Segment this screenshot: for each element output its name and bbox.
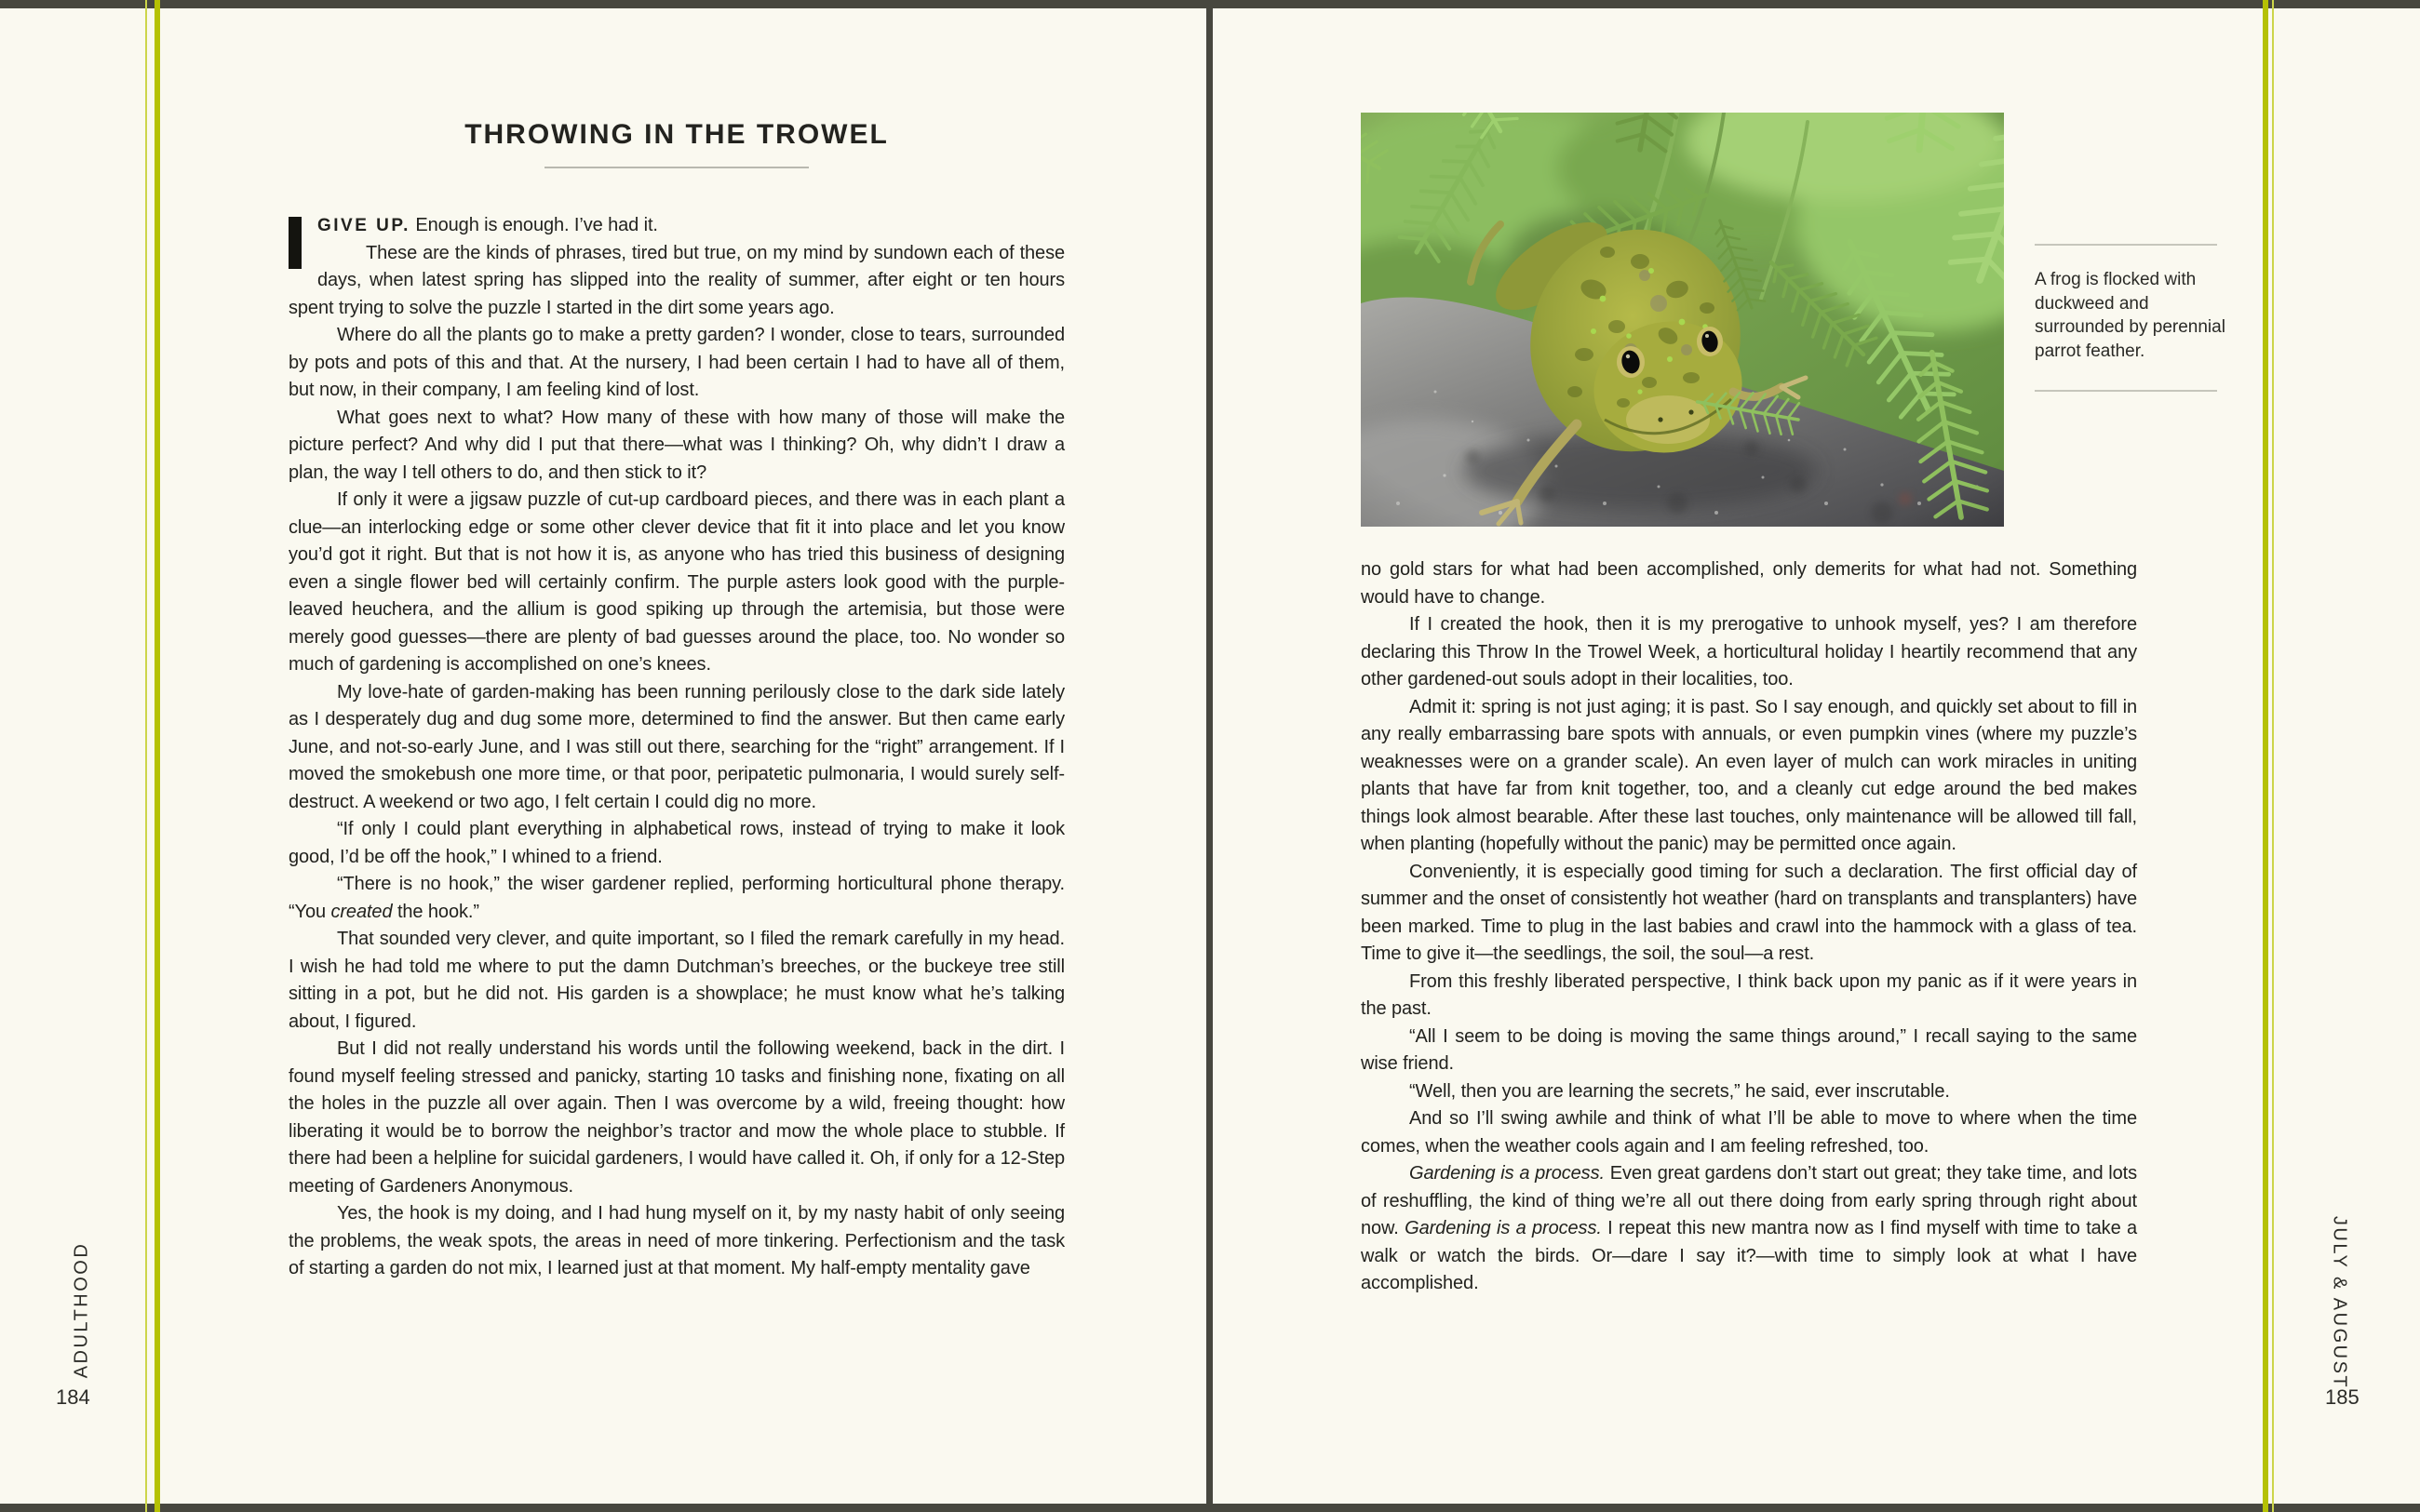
left-page-text-column <box>289 212 1065 1375</box>
right-accent-line-thin <box>2272 0 2274 1512</box>
section-label-right: JULY & AUGUST <box>2329 1215 2350 1390</box>
chapter-title: THROWING IN THE TROWEL <box>464 119 889 150</box>
photo-caption: A frog is flocked with duckweed and surrounded by perennial parrot feather. <box>2035 270 2225 361</box>
frog-photo <box>1361 113 2004 527</box>
paragraph: Gardening is a process. Even great gardens don’t start out great; they take time, and lots of reshuffling, the kind of thing we’re all out there doing from early spring through right about now. Gardening is a process. I repeat this new mantra now as I find myself with time to take a walk or watch the birds. Or—dare I say it?—with time to simply look at what I have accomplished. <box>1361 1163 2138 1293</box>
paragraph: “If only I could plant everything in alphabetical rows, instead of trying to make it look good, I’d be off the hook,” I whined to a friend. <box>289 819 1065 867</box>
paragraph: “All I seem to be doing is moving the same things around,” I recall saying to the same wise friend. <box>1361 1025 2137 1074</box>
left-accent-line-thick <box>155 0 160 1512</box>
paragraph: These are the kinds of phrases, tired but true, on my mind by sundown each of these days, when latest spring has slipped into the reality of summer, after eight or ten hours spent trying to solve the puzzle I started in the dirt some years ago. <box>289 242 1065 318</box>
page-number-left: 184 <box>56 1385 90 1409</box>
section-label-left: ADULTHOOD <box>71 1241 92 1379</box>
caption-rule-bottom <box>2035 390 2217 392</box>
paragraph: My love-hate of garden-making has been running perilously close to the dark side lately as I desperately dug and dug some more, determined to find the answer. But then came early June, and not-so-early June, and I was still out there, searching for the “right” arrangement. If I moved the smokebush one more time, or that poor, peripatetic pulmonaria, I would surely self-destruct. A weekend or two ago, I felt certain I could dig no more. <box>289 681 1065 812</box>
paragraph: no gold stars for what had been accomplished, only demerits for what had not. Something would have to change. <box>1361 559 2137 608</box>
dropcap-letter-i <box>289 217 302 269</box>
paragraph: That sounded very clever, and quite important, so I filed the remark carefully in my head. I wish he had told me where to put the damn Dutchman’s breeches, or the buckeye tree still sitting in a pot, but he did not. His garden is a showplace; he must know what he’s talking about, I figured. <box>289 929 1065 1032</box>
paragraph: Conveniently, it is especially good timing for such a declaration. The first official day of summer and the onset of consistently hot weather (hard on transplants and transplanters) have been marked. Time to plug in the last babies and crawl into the hammock with a glass of tea. Time to give it—the seedlings, the soil, the soul—a rest. <box>1361 861 2137 964</box>
lead-in-phrase: GIVE UP. <box>317 216 410 235</box>
caption-rule-top <box>2035 244 2217 246</box>
left-accent-line-thin <box>145 0 147 1512</box>
paragraph: And so I’ll swing awhile and think of what I’ll be able to move to where when the time comes, when the weather cools again and I am feeling refreshed, too. <box>1361 1108 2137 1157</box>
paragraph: “Well, then you are learning the secrets,” he said, ever inscrutable. <box>1409 1080 1950 1102</box>
paragraph: If I created the hook, then it is my prerogative to unhook myself, yes? I am therefore declaring this Throw In the Trowel Week, a horticultural holiday I heartily recommend that any other gardened-out souls adopt in their localities, too. <box>1361 614 2137 689</box>
paragraph: “There is no hook,” the wiser gardener replied, performing horticultural phone therapy. “You created the hook.” <box>289 874 1065 922</box>
paragraph: If only it were a jigsaw puzzle of cut-up cardboard pieces, and there was in each plant a clue—an interlocking edge or some other clever device that fit it into place and let you know you’d got it right. But that is not how it is, as anyone who has tried this business of designing even a single flower bed will certainly confirm. The purple asters look good with the purple-leaved heuchera, and the allium is good spiking up through the artemisia, but those were merely good guesses—there are plenty of bad guesses around the place, too. No wonder so much of gardening is accomplished on one’s knees. <box>289 489 1065 675</box>
opening-paragraph <box>289 212 1065 240</box>
page-gutter <box>1206 0 1213 1512</box>
paragraph: Admit it: spring is not just aging; it is past. So I say enough, and quickly set about to fill in any really embarrassing bare spots with annuals, or even pumpkin vines (where my puzzle’s weaknesses were on a grander scale). An even layer of mulch can work miracles in uniting plants that have far from knit together, too, and a cleanly cut edge around the bed makes things look almost bearable. After these last touches, only maintenance will be allowed till fall, when planting (hopefully without the panic) may be permitted once again. <box>1361 696 2137 854</box>
paragraph: Yes, the hook is my doing, and I had hung myself on it, by my nasty habit of only seeing the problems, the weak spots, the areas in need of more tinkering. Perfectionism and the task of starting a garden do not mix, I learned just at that moment. My half-empty mentality gave <box>289 1203 1065 1278</box>
paragraph: But I did not really understand his words until the following weekend, back in the dirt. I found myself feeling stressed and panicky, starting 10 tasks and finishing none, fixating on all the holes in the puzzle all over again. Then I was overcome by a wild, freeing thought: how liberating it would be to borrow the neighbor’s tractor and mow the whole place to stubble. If there had been a helpline for suicidal gardeners, I would have called it. Oh, if only for a 12-Step meeting of Gardeners Anonymous. <box>289 1038 1065 1197</box>
right-accent-line-thick <box>2263 0 2268 1512</box>
page-number-right: 185 <box>2325 1385 2360 1409</box>
paragraph: From this freshly liberated perspective, I think back upon my panic as if it were years in the past. <box>1361 970 2137 1019</box>
title-rule <box>544 167 809 168</box>
lead-in-rest: Enough is enough. I’ve had it. <box>410 215 658 235</box>
right-page-text-column <box>1361 556 2137 1394</box>
paragraph: What goes next to what? How many of these with how many of those will make the picture perfect? And why did I put that there—what was I thinking? Oh, why didn’t I draw a plan, the way I tell others to do, and then stick to it? <box>289 407 1065 483</box>
paragraph: Where do all the plants go to make a pretty garden? I wonder, close to tears, surrounded by pots and pots of this and that. At the nursery, I had been certain I had to have all of them, but now, in their company, I am feeling kind of lost. <box>289 325 1065 400</box>
